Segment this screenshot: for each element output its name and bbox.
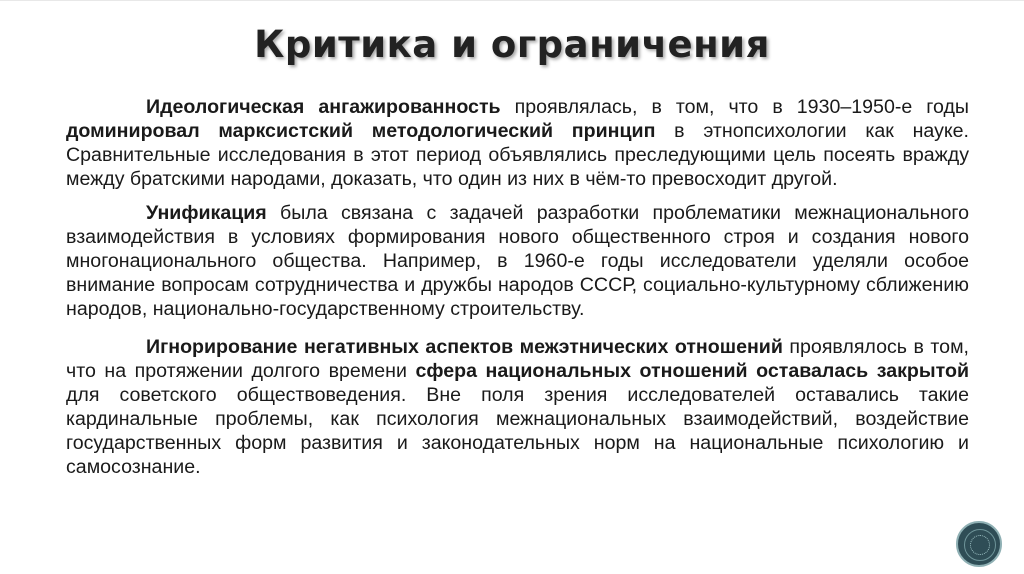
bold-term: Унификация xyxy=(146,202,267,224)
paragraph-unification xyxy=(66,201,969,321)
paragraph-text: проявлялась, в том, что в 1930–1950-е годы xyxy=(500,96,969,118)
bold-term: сфера национальных отношений оставалась закрытой xyxy=(415,360,969,382)
paragraph-text: была связана с задачей разработки проблематики межнационального взаимодействия в условиях формирования нового общественного строя и создания нового многонационального общества. Например, в 1960-е годы исследователи уделяли особое внимание вопросам сотрудничества и дружбы народов СССР, социально-культурному сближению народов, национально-государственному строительству. xyxy=(66,202,969,320)
paragraph-ideological-engagement xyxy=(66,95,969,191)
paragraph-text: проявлялось в том, что на протяжении долгого времени xyxy=(66,336,969,382)
slide-title: Критика и ограничения xyxy=(254,23,770,66)
paragraph-text: в этнопсихологии как науке. Сравнительные исследования в этот период объявлялись преследующими цель посеять вражду между братскими народами, доказать, что один из них в чём-то превосходит другой. xyxy=(66,120,970,190)
paragraph-ignoring-negative-aspects xyxy=(66,335,969,479)
paragraph-text: для советского обществоведения. Вне поля зрения исследователей оставались такие кардинальные проблемы, как психология межнациональных взаимодействий, воздействие государственных форм развития и законодательных норм на национальные психологию и самосознание. xyxy=(66,384,969,478)
bold-term: Игнорирование негативных аспектов межэтнических отношений xyxy=(146,336,783,358)
slide-body xyxy=(66,95,969,489)
decorative-circle-icon xyxy=(956,521,1002,567)
bold-term: доминировал марксистский методологический принцип xyxy=(66,120,656,142)
decorative-circle-ring xyxy=(970,535,990,555)
bold-term: Идеологическая ангажированность xyxy=(146,96,501,118)
